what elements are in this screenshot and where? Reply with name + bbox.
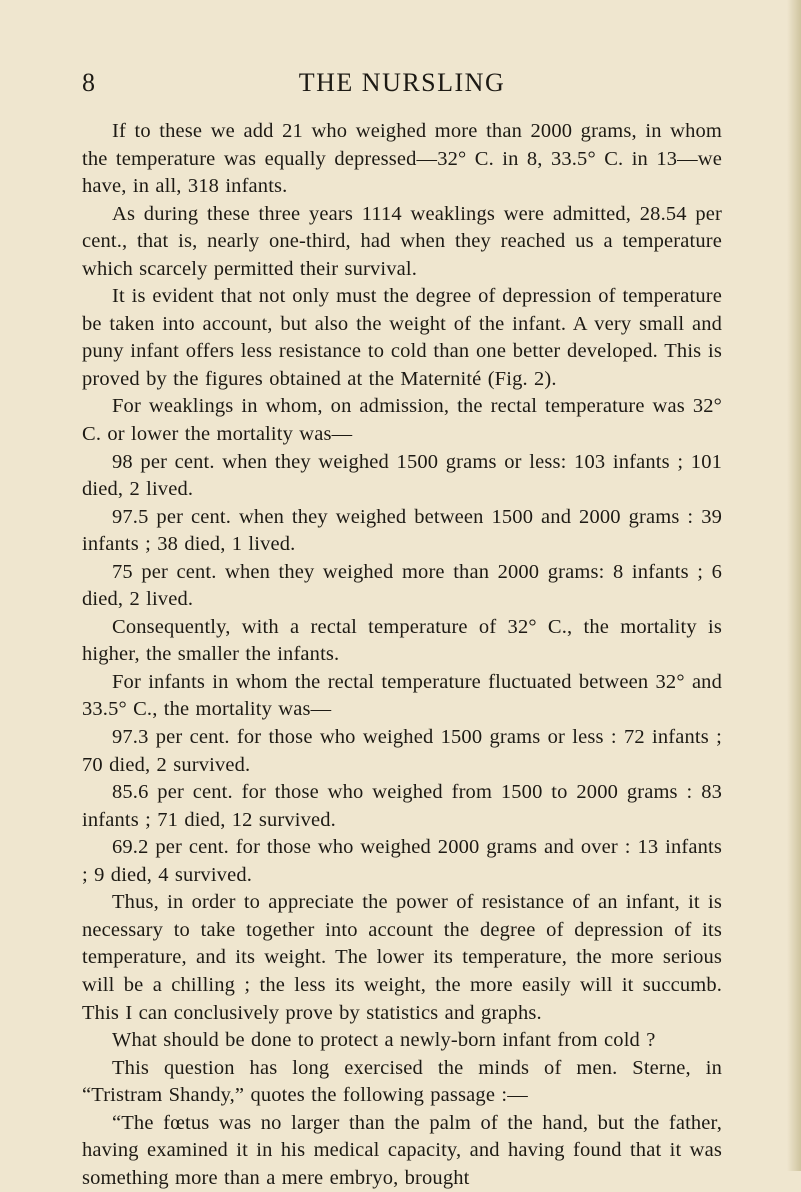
paragraph-8: Consequently, with a rectal temperature of 32° C., the mortality is higher, the smaller the infants. (82, 615, 722, 666)
paragraph-15: This question has long exercised the minds of men. Sterne, in “Tristram Shandy,” quotes the following passage :— (82, 1056, 722, 1107)
paragraph-4: For weaklings in whom, on admission, the rectal temperature was 32° C. or lower the mortality was— (82, 395, 722, 446)
body-text (82, 118, 722, 1192)
paragraph-12: 69.2 per cent. for those who weighed 2000 grams and over : 13 infants ; 9 died, 4 survived. (82, 836, 722, 886)
paragraph-11: 85.6 per cent. for those who weighed from 1500 to 2000 grams : 83 infants ; 71 died, 12 survived. (82, 781, 722, 831)
paragraph-6: 97.5 per cent. when they weighed between 1500 and 2000 grams : 39 infants ; 38 died, 1 lived. (82, 505, 722, 556)
paragraph-2: As during these three years 1114 weaklings were admitted, 28.54 per cent., that is, nearly one-third, had when they reached us a temperature which scarcely permitted their survival. (82, 202, 722, 280)
paragraph-1: If to these we add 21 who weighed more than 2000 grams, in whom the temperature was equally depressed—32° C. in 8, 33.5° C. in 13—we have, in all, 318 infants. (82, 120, 722, 198)
page-edge-shadow (787, 0, 801, 1171)
paragraph-3: It is evident that not only must the degree of depression of temperature be taken into account, but also the weight of the infant. A very small and puny infant offers less resistance to cold than one better developed. This is proved by the figures obtained at the Maternité (Fig. 2). (82, 285, 722, 390)
paragraph-14: What should be done to protect a newly-born infant from cold ? (112, 1029, 656, 1052)
paragraph-9: For infants in whom the rectal temperature fluctuated between 32° and 33.5° C., the mortality was— (82, 670, 722, 721)
paragraph-13: Thus, in order to appreciate the power of resistance of an infant, it is necessary to take together into account the degree of depression of its temperature, and its weight. The lower its temperature, the more serious will be a chilling ; the less its weight, the more easily will it succumb. This I can conclusively prove by statistics and graphs. (82, 891, 722, 1024)
running-head: THE NURSLING (298, 68, 506, 97)
paragraph-10: 97.3 per cent. for those who weighed 1500 grams or less : 72 infants ; 70 died, 2 survived. (82, 726, 722, 776)
paragraph-5: 98 per cent. when they weighed 1500 grams or less: 103 infants ; 101 died, 2 lived. (82, 450, 722, 501)
page-header (82, 68, 722, 102)
paragraph-16: “The fœtus was no larger than the palm of the hand, but the father, having examined it in his medical capacity, and having found that it was something more than a mere embryo, brought (82, 1111, 722, 1189)
page-number: 8 (82, 68, 96, 97)
paragraph-7: 75 per cent. when they weighed more than 2000 grams: 8 infants ; 6 died, 2 lived. (82, 560, 722, 611)
